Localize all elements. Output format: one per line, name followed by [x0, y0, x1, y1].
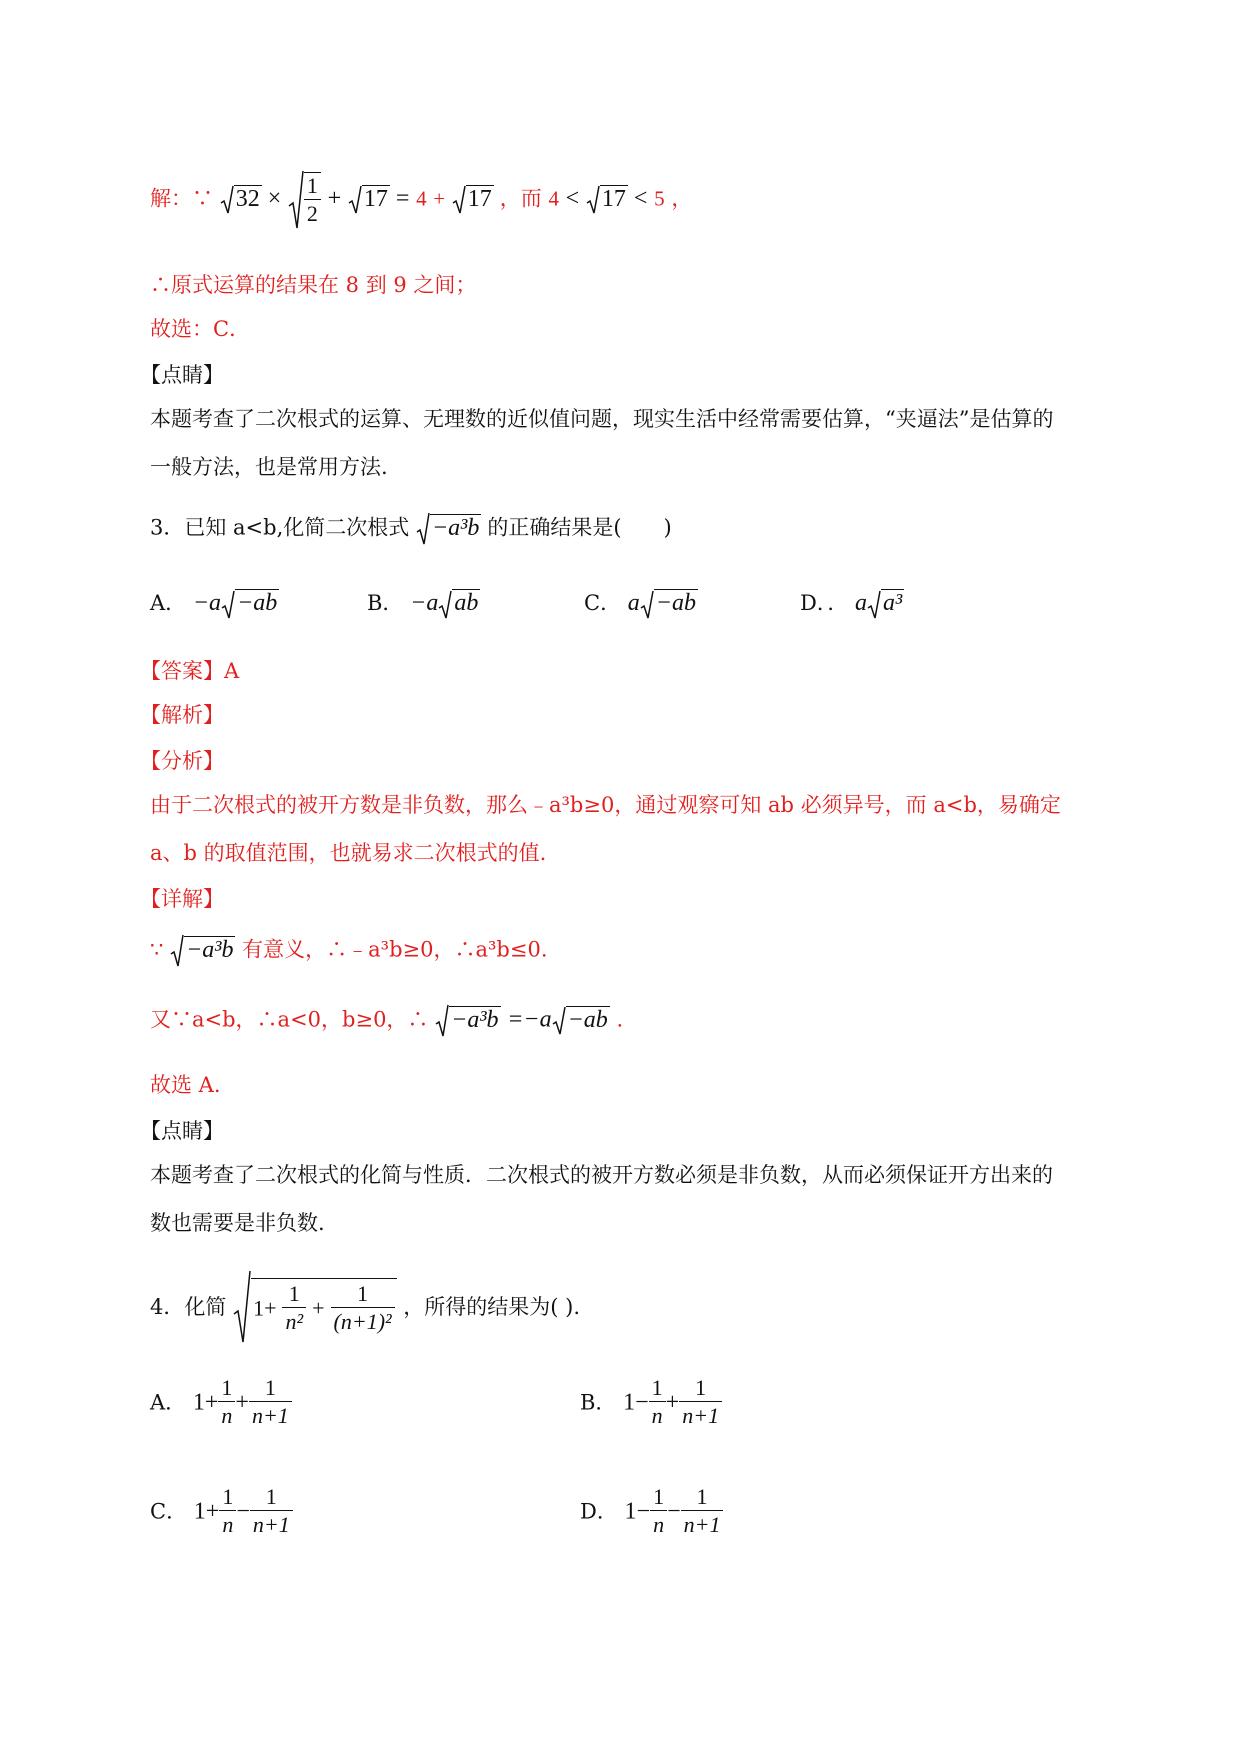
- radical-sign-icon: [438, 590, 452, 620]
- radical-sign-icon: [170, 934, 184, 968]
- q4-option-c[interactable]: C． 1+ $\frac{1}{n}$ − $\frac{1}{n+1}$: [150, 1484, 293, 1539]
- solution-prefix: 解：∵: [150, 186, 213, 211]
- q3-stem-post: 的正确结果是( ): [487, 515, 672, 540]
- xj2-radical: −a³b: [435, 1007, 500, 1033]
- times-sign: ×: [267, 185, 282, 212]
- q3-xiangjie-label: 【详解】: [140, 887, 224, 911]
- sqrt-32: 32: [220, 186, 268, 212]
- q3-dianjing-1: 本题考查了二次根式的化简与性质．二次根式的被开方数必须是非负数，从而必须保证开方出来的: [150, 1163, 1053, 1187]
- q3-xiangjie-1: ∵ −a³b 有意义，∴﹣a³b≥0，∴a³b≤0.: [150, 934, 548, 968]
- sqrt-17-ineq: 17: [586, 186, 634, 212]
- radical-sign-icon: [416, 512, 430, 546]
- radical-sign-icon: [288, 170, 304, 230]
- sqrt-half: $\frac{1}{2}$: [288, 170, 321, 230]
- q3-fenxi-label: 【分析】: [140, 749, 224, 773]
- q3-jiexi: 【解析】: [140, 703, 224, 727]
- q3-dianjing-label: 【点睛】: [140, 1119, 224, 1143]
- equals-sign: =: [395, 185, 410, 212]
- plus-sign: +: [327, 185, 342, 212]
- q4-stem-pre: 4．化简: [150, 1295, 227, 1319]
- radical-sign-icon: [586, 185, 600, 215]
- radical-sign-icon: [221, 590, 235, 620]
- radical-sign-icon: [552, 1006, 566, 1036]
- result-plus: +: [433, 186, 446, 211]
- q3-stem: [150, 512, 672, 546]
- radical-sign-icon: [452, 185, 466, 215]
- conclusion-line: ∴原式运算的结果在 8 到 9 之间；: [150, 273, 477, 297]
- q3-stem-pre: 3．已知 a<b,化简二次根式: [150, 515, 410, 540]
- q3-fenxi-2: a、b 的取值范围，也就易求二次根式的值.: [150, 841, 547, 865]
- radical-sign-icon: [867, 590, 881, 620]
- comma-and: ，而: [499, 186, 542, 211]
- q4-option-a[interactable]: A． 1+ $\frac{1}{n}$ + $\frac{1}{n+1}$: [150, 1375, 292, 1430]
- dianjing-text-1: 本题考查了二次根式的运算、无理数的近似值问题，现实生活中经常需要估算，“夹逼法”是估算的: [150, 407, 1054, 431]
- q3-option-a[interactable]: A． −a −ab: [150, 588, 279, 620]
- q3-fenxi-1: 由于二次根式的被开方数是非负数，那么﹣a³b≥0，通过观察可知 ab 必须异号，而 a<b，易确定: [150, 793, 1061, 817]
- q3-answer: 【答案】A: [140, 659, 240, 683]
- dianjing-label: 【点睛】: [140, 363, 224, 387]
- q3-option-c[interactable]: C． a −ab: [584, 588, 698, 620]
- q3-dianjing-2: 数也需要是非负数.: [150, 1211, 325, 1235]
- q4-stem: [150, 1270, 580, 1344]
- radical-sign-icon: [348, 185, 362, 215]
- sqrt-17-result: 17: [452, 186, 500, 212]
- radical-sign-icon: [435, 1004, 449, 1038]
- q4-stem-post: ，所得的结果为( ).: [403, 1295, 581, 1319]
- q4-radical: 1+ $\frac{1}{\text{n²}}$ + $\frac{1}{\text{(n+1)²}}$: [233, 1270, 397, 1344]
- q3-gu-xuan: 故选 A.: [150, 1073, 221, 1097]
- tail-comma: ，: [671, 186, 693, 211]
- radical-sign-icon: [220, 185, 234, 215]
- q4-option-b[interactable]: B． 1− $\frac{1}{n}$ + $\frac{1}{n+1}$: [580, 1375, 722, 1430]
- result-int: 4: [416, 186, 427, 211]
- dianjing-text-2: 一般方法，也是常用方法.: [150, 455, 388, 479]
- radical-sign-icon: [640, 590, 654, 620]
- less-than: <: [633, 185, 648, 212]
- radical-sign-icon: [233, 1270, 251, 1344]
- sqrt-17: 17: [348, 186, 396, 212]
- q3-radical: −a³b: [416, 515, 487, 541]
- ineq-left: 4: [548, 186, 559, 211]
- q4-option-d[interactable]: D． 1− $\frac{1}{n}$ − $\frac{1}{n+1}$: [580, 1484, 723, 1539]
- less-than: <: [565, 185, 580, 212]
- ineq-right: 5: [654, 186, 665, 211]
- q3-option-d[interactable]: D．． a a³: [800, 588, 904, 620]
- xj2-radical-2: −ab: [552, 1007, 610, 1033]
- choice-line: 故选：C．: [150, 317, 251, 341]
- q3-xiangjie-2: 又∵a<b，∴a<0，b≥0，∴ −a³b =−a −ab .: [150, 1004, 623, 1038]
- xj1-radical: −a³b: [170, 937, 235, 963]
- solution-line: [150, 170, 692, 230]
- q3-option-b[interactable]: B． −a ab: [367, 588, 480, 620]
